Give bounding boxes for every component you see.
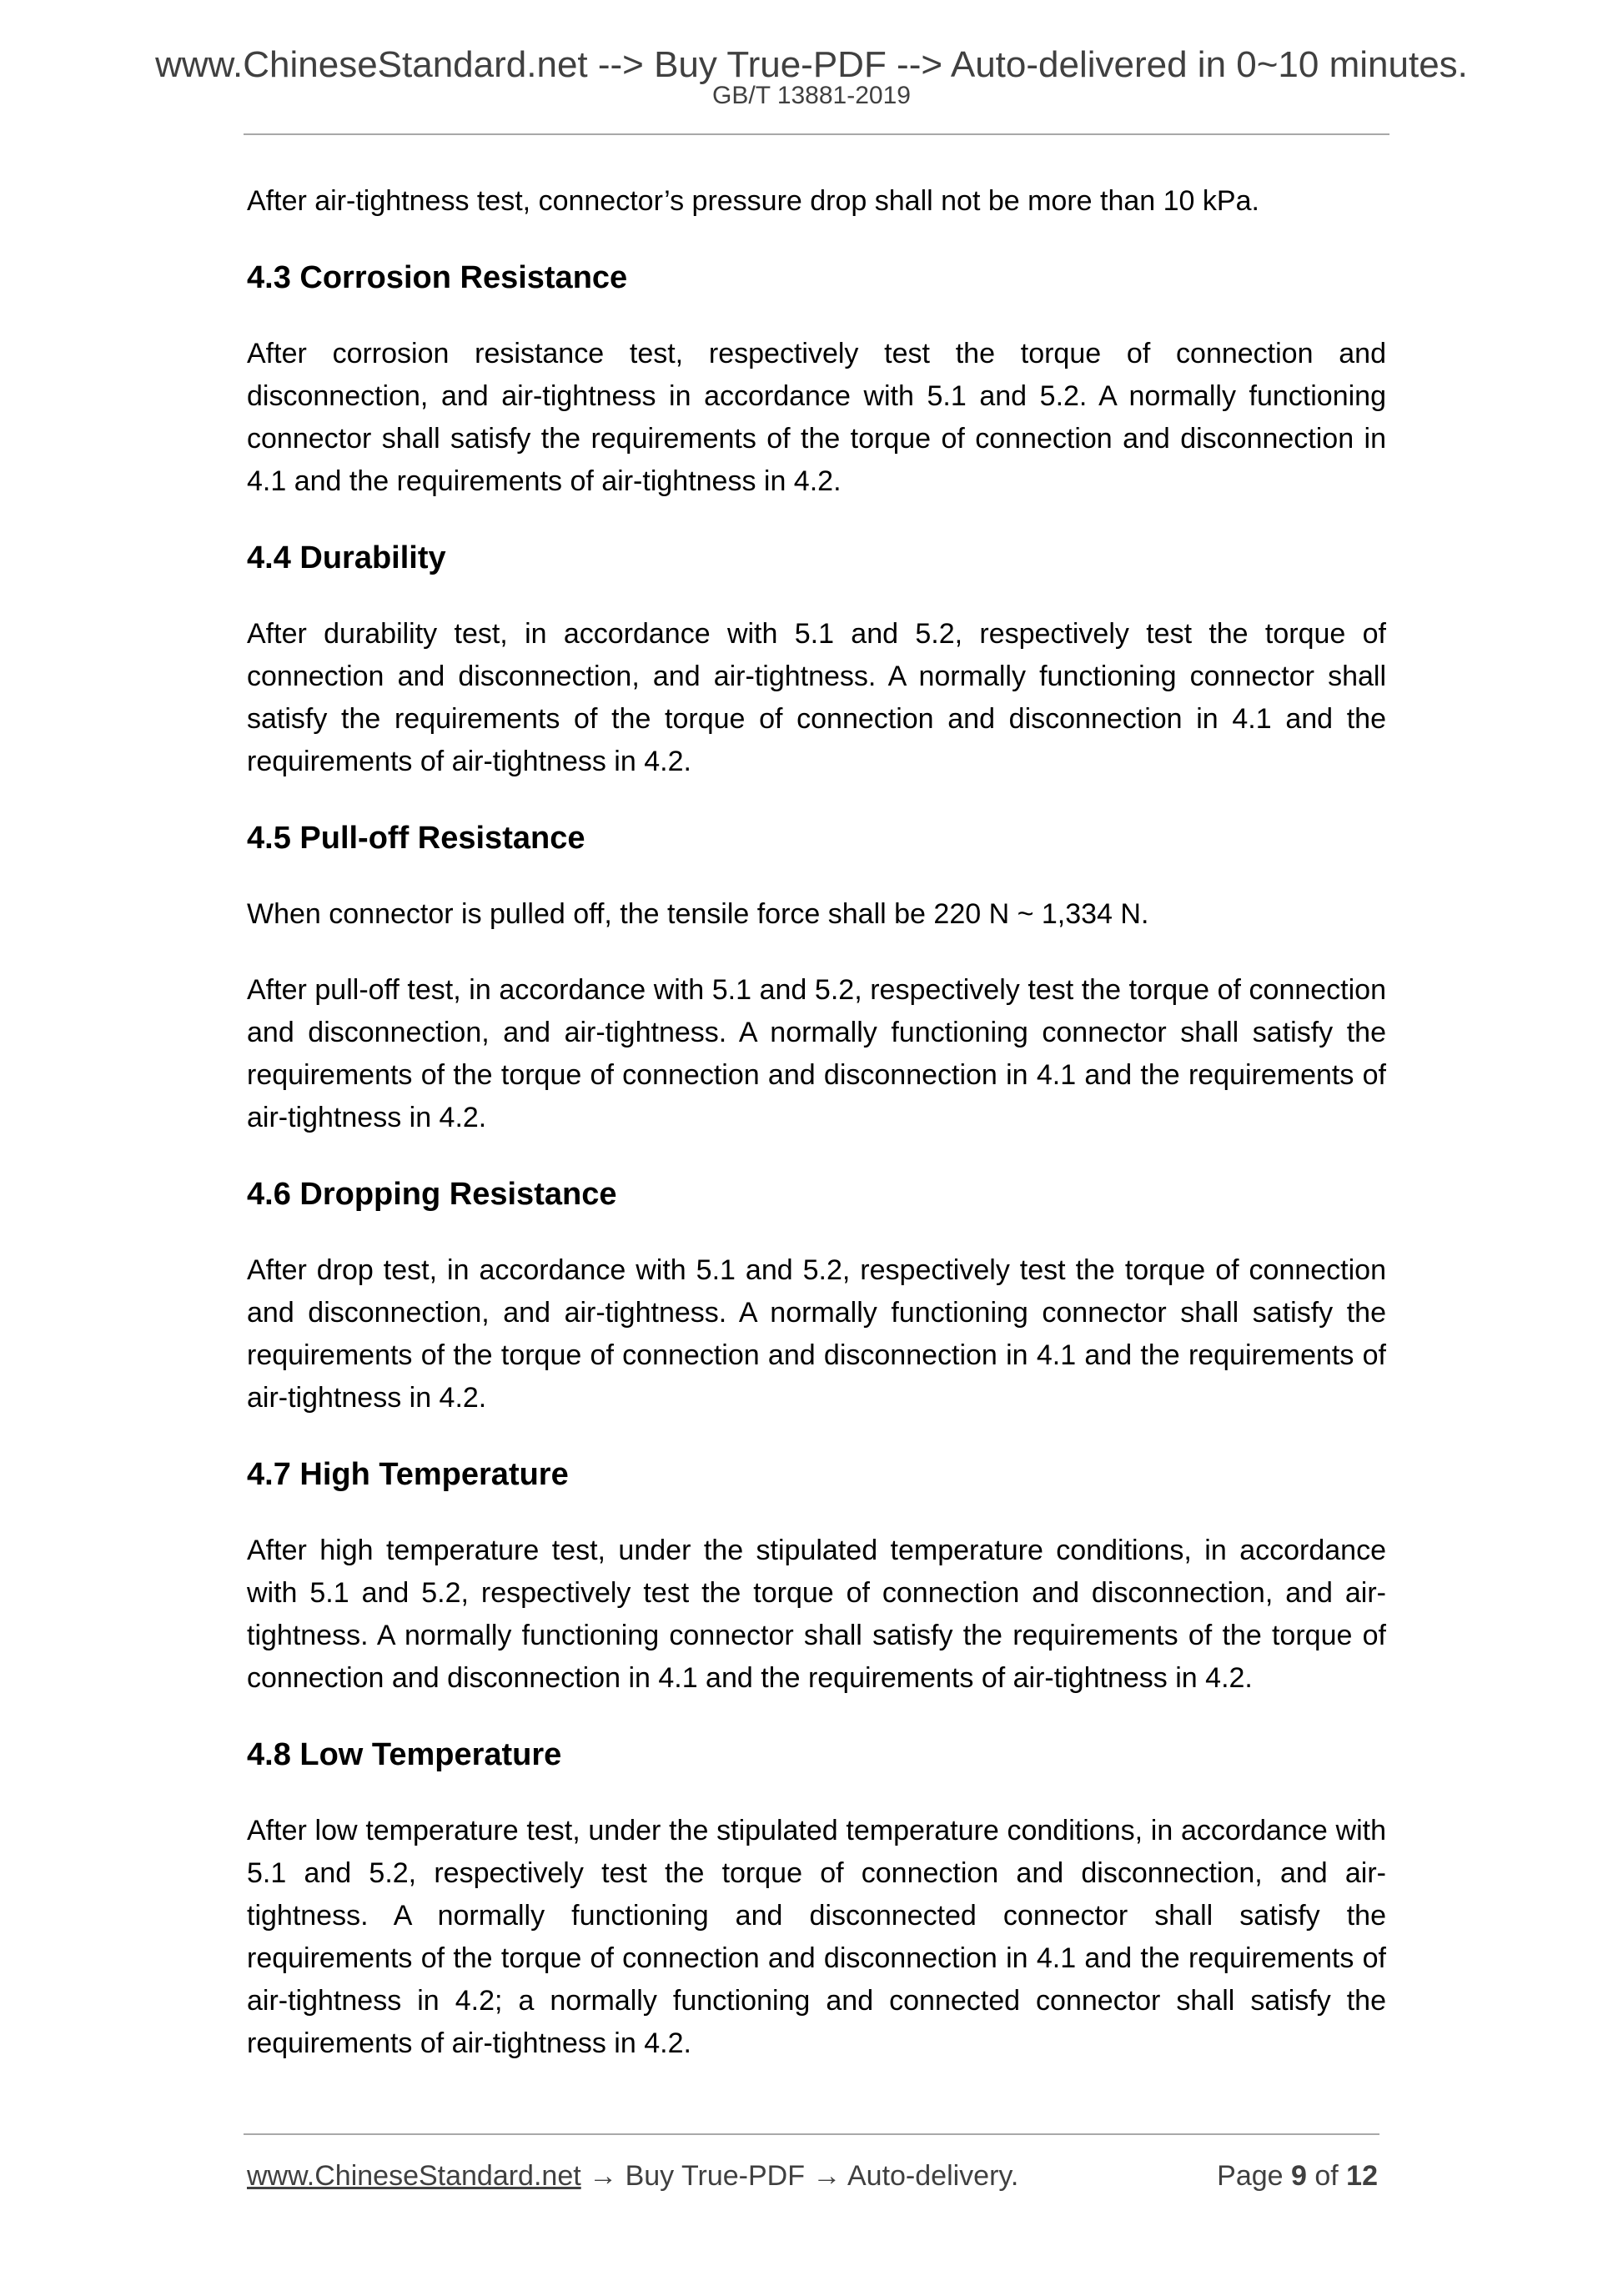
total-pages: 12 xyxy=(1346,2160,1378,2192)
footer-left xyxy=(247,2155,1018,2197)
section-paragraph: After drop test, in accordance with 5.1 and 5.2, respectively test the torque of connection and disconnection, and air-tightness. A normally functioning connector shall satisfy the requirements of the torque of connection and disconnection in 4.1 and the requirements of air-tightness in 4.2. xyxy=(247,1254,1386,1414)
section-4-8 xyxy=(247,1733,1386,2065)
section-heading: 4.4 Durability xyxy=(247,540,446,575)
page-label: Page xyxy=(1217,2160,1291,2192)
footer-tagline: → Buy True-PDF → Auto-delivery. xyxy=(580,2160,1019,2192)
section-paragraph: When connector is pulled off, the tensile force shall be 220 N ~ 1,334 N. xyxy=(247,898,1149,930)
section-4-5 xyxy=(247,816,1386,1139)
section-paragraph: After corrosion resistance test, respectively test the torque of connection and disconnection, and air-tightness in accordance with 5.1 and 5.2. A normally functioning connector shall satisfy the requirements of the torque of connection and disconnection in 4.1 and the requirements of air-tightness in 4.2. xyxy=(247,338,1386,497)
page-footer xyxy=(247,2155,1378,2197)
section-heading: 4.7 High Temperature xyxy=(247,1457,569,1492)
page-number: 9 xyxy=(1291,2160,1307,2192)
footer-divider xyxy=(244,2133,1379,2135)
section-heading: 4.8 Low Temperature xyxy=(247,1737,562,1772)
section-paragraph: After high temperature test, under the stipulated temperature conditions, in accordance with 5.1 and 5.2, respectively test the torque of connection and disconnection, and air-tightness. A normally functioning connector shall satisfy the requirements of the torque of connection and disconnection in 4.1 and the requirements of air-tightness in 4.2. xyxy=(247,1535,1386,1694)
section-heading: 4.6 Dropping Resistance xyxy=(247,1177,617,1212)
section-4-7 xyxy=(247,1453,1386,1700)
section-paragraph: After pull-off test, in accordance with 5.1 and 5.2, respectively test the torque of connection and disconnection, and air-tightness. A normally functioning connector shall satisfy the requirements of the torque of connection and disconnection in 4.1 and the requirements of air-tightness in 4.2. xyxy=(247,974,1386,1133)
header-divider xyxy=(244,133,1389,135)
page-indicator xyxy=(1217,2155,1378,2197)
section-4-3 xyxy=(247,256,1386,503)
section-heading: 4.5 Pull-off Resistance xyxy=(247,821,585,856)
section-heading: 4.3 Corrosion Resistance xyxy=(247,260,628,295)
intro-paragraph: After air-tightness test, connector’s pressure drop shall not be more than 10 kPa. xyxy=(247,185,1259,217)
of-label: of xyxy=(1306,2160,1347,2192)
document-id: GB/T 13881-2019 xyxy=(712,82,911,109)
section-4-4 xyxy=(247,536,1386,783)
section-paragraph: After low temperature test, under the stipulated temperature conditions, in accordance with 5.1 and 5.2, respectively test the torque of connection and disconnection, and air-tightness. A normally functioning and disconnected connector shall satisfy the requirements of the torque of connection and disconnection in 4.1 and the requirements of air-tightness in 4.2; a normally functioning and connected connector shall satisfy the requirements of air-tightness in 4.2. xyxy=(247,1815,1386,2059)
section-4-6 xyxy=(247,1173,1386,1419)
section-paragraph: After durability test, in accordance with 5.1 and 5.2, respectively test the torque of connection and disconnection, and air-tightness. A normally functioning connector shall satisfy the requirements of the torque of connection and disconnection in 4.1 and the requirements of air-tightness in 4.2. xyxy=(247,618,1386,777)
site-link[interactable]: www.ChineseStandard.net xyxy=(247,2160,581,2192)
document-body xyxy=(247,180,1386,2098)
site-banner: www.ChineseStandard.net --> Buy True-PDF --> Auto-delivered in 0~10 minutes. xyxy=(155,44,1468,85)
